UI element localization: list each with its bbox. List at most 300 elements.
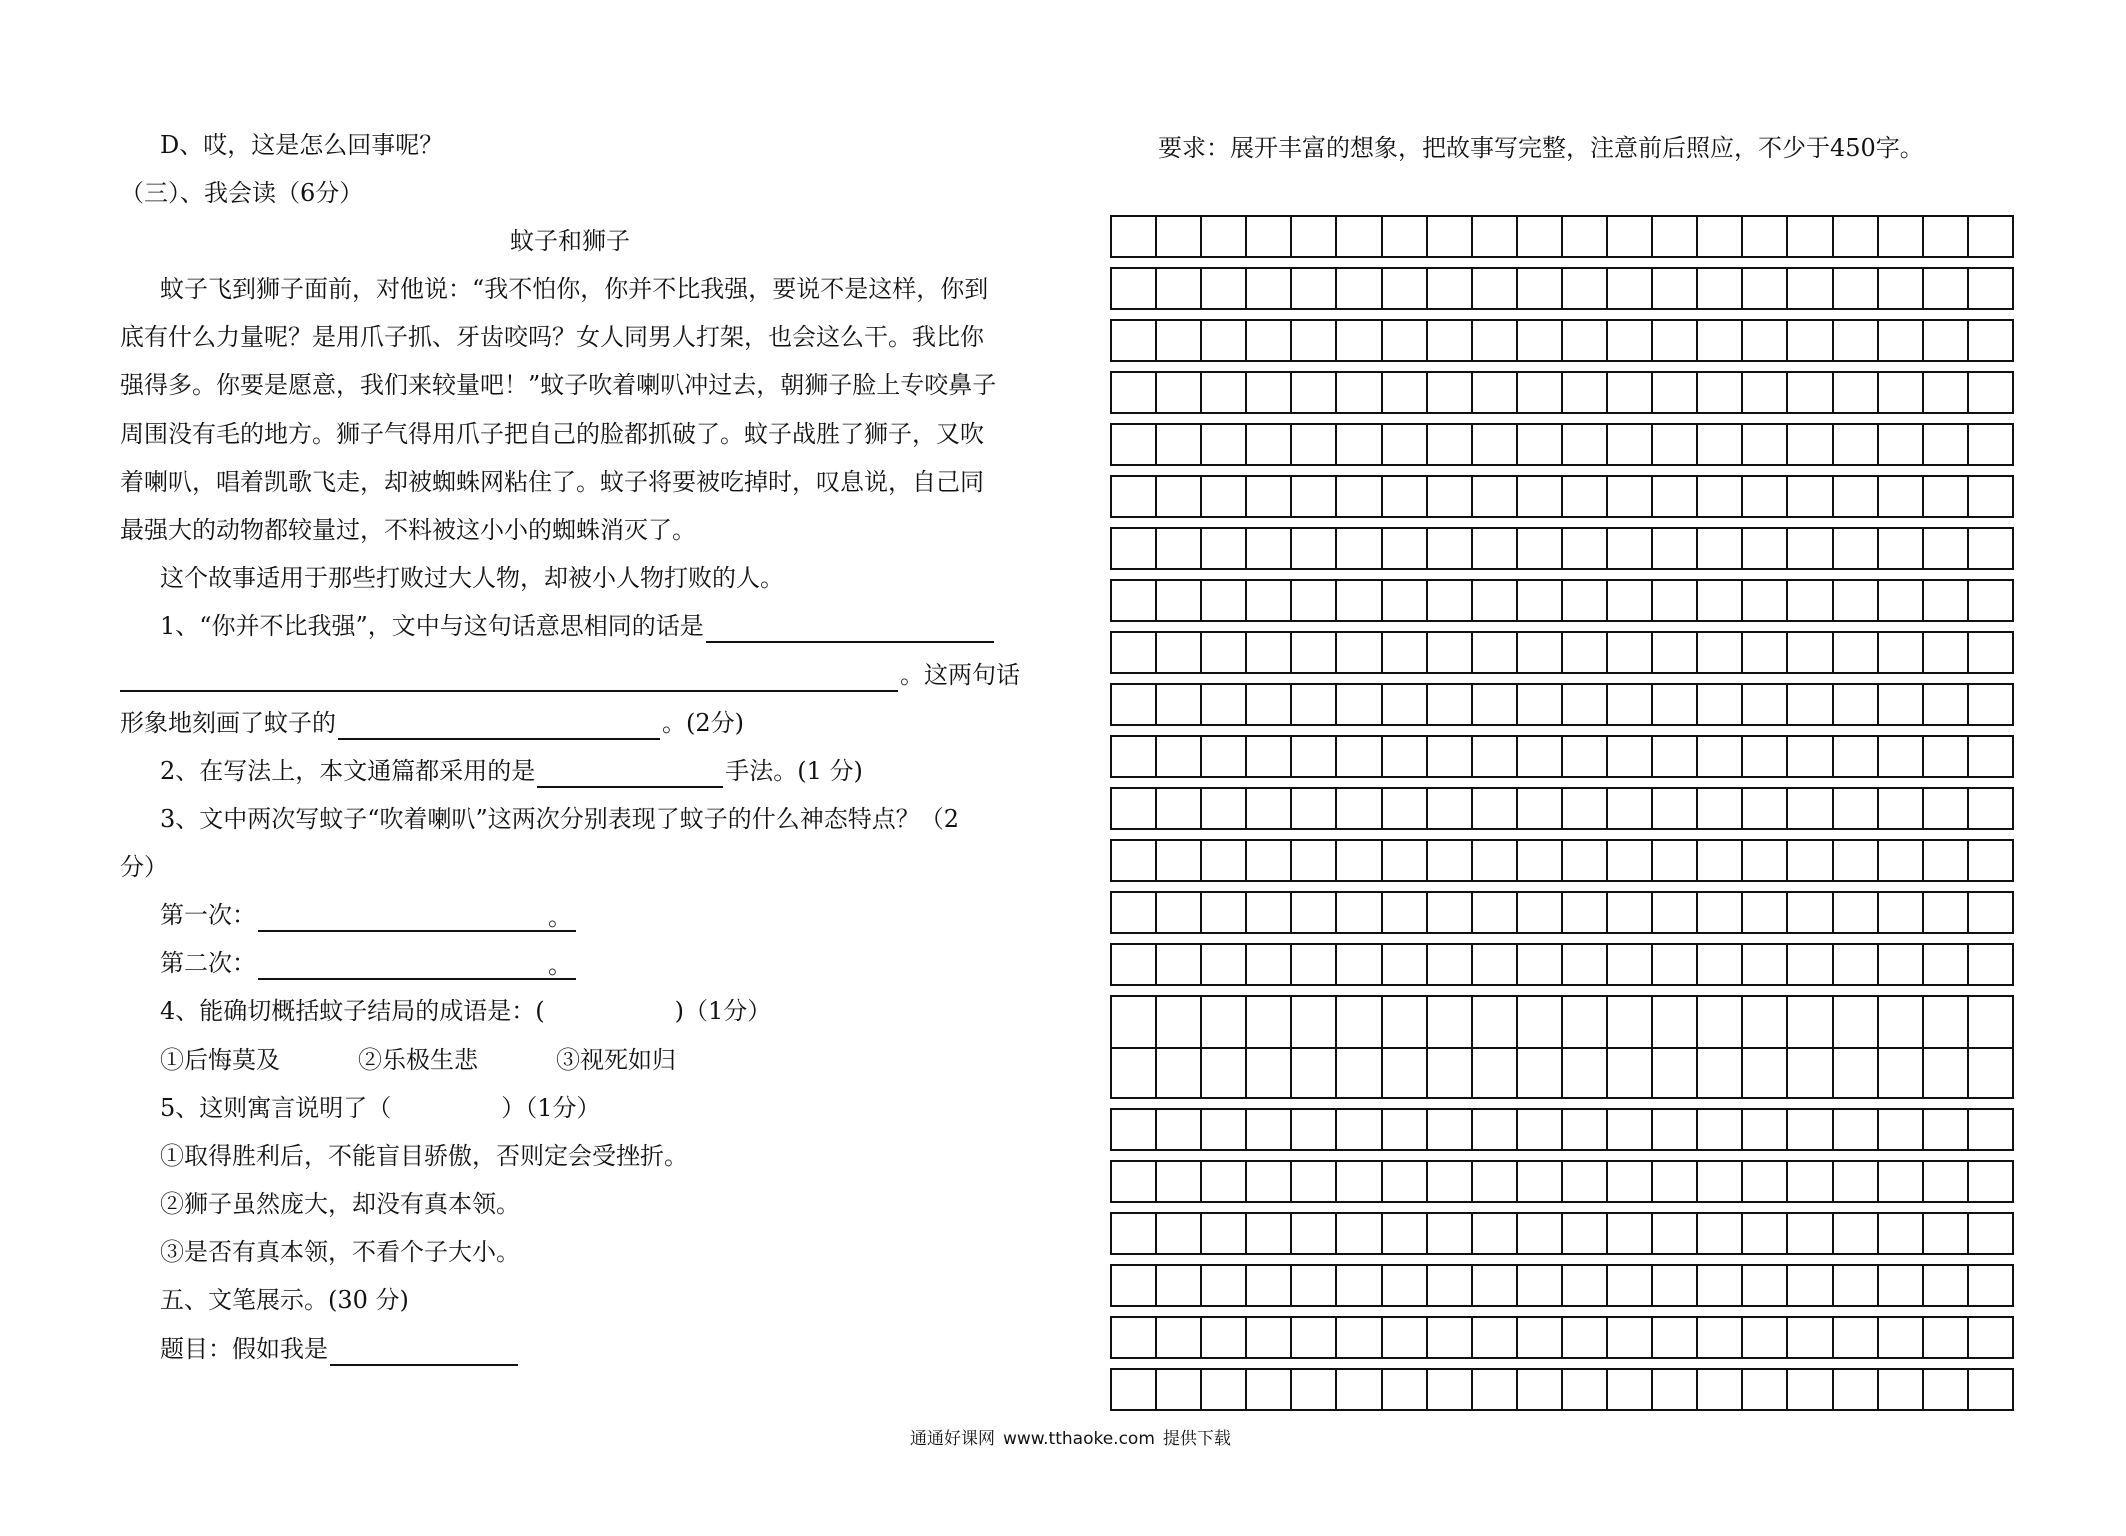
grid-cell[interactable] bbox=[1743, 1110, 1788, 1149]
grid-cell[interactable] bbox=[1563, 841, 1608, 880]
grid-cell[interactable] bbox=[1112, 633, 1157, 672]
grid-cell[interactable] bbox=[1653, 841, 1698, 880]
grid-cell[interactable] bbox=[1788, 529, 1833, 568]
grid-cell[interactable] bbox=[1924, 1214, 1969, 1253]
grid-cell[interactable] bbox=[1788, 373, 1833, 412]
grid-cell[interactable] bbox=[1383, 789, 1428, 828]
grid-cell[interactable] bbox=[1383, 581, 1428, 620]
grid-cell[interactable] bbox=[1608, 529, 1653, 568]
grid-cell[interactable] bbox=[1834, 685, 1879, 724]
grid-cell[interactable] bbox=[1202, 1370, 1247, 1409]
grid-cell[interactable] bbox=[1292, 945, 1337, 984]
answer-blank[interactable] bbox=[706, 615, 994, 643]
grid-cell[interactable] bbox=[1879, 373, 1924, 412]
grid-cell[interactable] bbox=[1879, 685, 1924, 724]
grid-cell[interactable] bbox=[1969, 321, 2014, 360]
grid-cell[interactable] bbox=[1383, 945, 1428, 984]
grid-cell[interactable] bbox=[1924, 997, 1969, 1097]
grid-cell[interactable] bbox=[1247, 581, 1292, 620]
grid-cell[interactable] bbox=[1879, 581, 1924, 620]
grid-cell[interactable] bbox=[1157, 997, 1202, 1097]
grid-cell[interactable] bbox=[1473, 321, 1518, 360]
grid-cell[interactable] bbox=[1112, 1162, 1157, 1201]
grid-cell[interactable] bbox=[1428, 789, 1473, 828]
grid-cell[interactable] bbox=[1563, 425, 1608, 464]
grid-cell[interactable] bbox=[1788, 633, 1833, 672]
grid-cell[interactable] bbox=[1112, 1370, 1157, 1409]
grid-cell[interactable] bbox=[1247, 529, 1292, 568]
grid-cell[interactable] bbox=[1969, 477, 2014, 516]
grid-cell[interactable] bbox=[1337, 893, 1382, 932]
grid-cell[interactable] bbox=[1879, 269, 1924, 308]
grid-cell[interactable] bbox=[1788, 477, 1833, 516]
grid-cell[interactable] bbox=[1202, 1266, 1247, 1305]
grid-cell[interactable] bbox=[1157, 269, 1202, 308]
grid-cell[interactable] bbox=[1608, 1318, 1653, 1357]
grid-cell[interactable] bbox=[1202, 1318, 1247, 1357]
grid-cell[interactable] bbox=[1518, 217, 1563, 256]
grid-cell[interactable] bbox=[1112, 425, 1157, 464]
grid-cell[interactable] bbox=[1924, 789, 1969, 828]
grid-cell[interactable] bbox=[1292, 893, 1337, 932]
grid-cell[interactable] bbox=[1969, 893, 2014, 932]
grid-cell[interactable] bbox=[1247, 477, 1292, 516]
grid-cell[interactable] bbox=[1743, 269, 1788, 308]
grid-cell[interactable] bbox=[1879, 997, 1924, 1097]
grid-cell[interactable] bbox=[1924, 1370, 1969, 1409]
grid-cell[interactable] bbox=[1924, 945, 1969, 984]
grid-cell[interactable] bbox=[1247, 1318, 1292, 1357]
grid-cell[interactable] bbox=[1383, 997, 1428, 1097]
grid-cell[interactable] bbox=[1698, 477, 1743, 516]
grid-cell[interactable] bbox=[1202, 841, 1247, 880]
grid-cell[interactable] bbox=[1337, 425, 1382, 464]
grid-cell[interactable] bbox=[1563, 945, 1608, 984]
grid-cell[interactable] bbox=[1518, 477, 1563, 516]
grid-cell[interactable] bbox=[1337, 841, 1382, 880]
grid-cell[interactable] bbox=[1743, 997, 1788, 1097]
grid-cell[interactable] bbox=[1653, 1266, 1698, 1305]
grid-cell[interactable] bbox=[1518, 789, 1563, 828]
grid-cell[interactable] bbox=[1653, 997, 1698, 1097]
grid-cell[interactable] bbox=[1292, 373, 1337, 412]
grid-cell[interactable] bbox=[1428, 373, 1473, 412]
grid-cell[interactable] bbox=[1563, 373, 1608, 412]
grid-cell[interactable] bbox=[1247, 1162, 1292, 1201]
grid-cell[interactable] bbox=[1653, 425, 1698, 464]
grid-cell[interactable] bbox=[1157, 737, 1202, 776]
grid-cell[interactable] bbox=[1473, 1266, 1518, 1305]
grid-cell[interactable] bbox=[1653, 1370, 1698, 1409]
grid-cell[interactable] bbox=[1698, 893, 1743, 932]
grid-cell[interactable] bbox=[1112, 997, 1157, 1097]
grid-cell[interactable] bbox=[1473, 425, 1518, 464]
grid-cell[interactable] bbox=[1157, 425, 1202, 464]
answer-blank[interactable] bbox=[258, 904, 576, 932]
grid-cell[interactable] bbox=[1247, 685, 1292, 724]
grid-cell[interactable] bbox=[1743, 1266, 1788, 1305]
grid-cell[interactable] bbox=[1834, 1162, 1879, 1201]
grid-cell[interactable] bbox=[1473, 997, 1518, 1097]
grid-cell[interactable] bbox=[1653, 1214, 1698, 1253]
grid-cell[interactable] bbox=[1157, 945, 1202, 984]
grid-cell[interactable] bbox=[1383, 1370, 1428, 1409]
grid-cell[interactable] bbox=[1202, 1110, 1247, 1149]
grid-cell[interactable] bbox=[1157, 1318, 1202, 1357]
grid-cell[interactable] bbox=[1473, 1162, 1518, 1201]
grid-cell[interactable] bbox=[1337, 1318, 1382, 1357]
grid-cell[interactable] bbox=[1473, 841, 1518, 880]
grid-cell[interactable] bbox=[1337, 321, 1382, 360]
grid-cell[interactable] bbox=[1337, 269, 1382, 308]
grid-cell[interactable] bbox=[1157, 529, 1202, 568]
grid-cell[interactable] bbox=[1292, 1318, 1337, 1357]
grid-cell[interactable] bbox=[1924, 685, 1969, 724]
grid-cell[interactable] bbox=[1834, 425, 1879, 464]
grid-cell[interactable] bbox=[1247, 269, 1292, 308]
grid-cell[interactable] bbox=[1608, 685, 1653, 724]
grid-cell[interactable] bbox=[1608, 425, 1653, 464]
grid-cell[interactable] bbox=[1698, 945, 1743, 984]
grid-cell[interactable] bbox=[1788, 269, 1833, 308]
grid-cell[interactable] bbox=[1292, 477, 1337, 516]
grid-cell[interactable] bbox=[1879, 1370, 1924, 1409]
grid-cell[interactable] bbox=[1473, 1370, 1518, 1409]
grid-cell[interactable] bbox=[1157, 1110, 1202, 1149]
grid-cell[interactable] bbox=[1563, 1110, 1608, 1149]
grid-cell[interactable] bbox=[1698, 425, 1743, 464]
grid-cell[interactable] bbox=[1563, 997, 1608, 1097]
grid-cell[interactable] bbox=[1879, 1162, 1924, 1201]
grid-cell[interactable] bbox=[1879, 217, 1924, 256]
grid-cell[interactable] bbox=[1428, 841, 1473, 880]
grid-cell[interactable] bbox=[1383, 529, 1428, 568]
grid-cell[interactable] bbox=[1518, 685, 1563, 724]
grid-cell[interactable] bbox=[1202, 529, 1247, 568]
grid-cell[interactable] bbox=[1924, 633, 1969, 672]
grid-cell[interactable] bbox=[1698, 581, 1743, 620]
grid-cell[interactable] bbox=[1473, 1110, 1518, 1149]
grid-cell[interactable] bbox=[1698, 217, 1743, 256]
grid-cell[interactable] bbox=[1518, 529, 1563, 568]
grid-cell[interactable] bbox=[1834, 945, 1879, 984]
grid-cell[interactable] bbox=[1653, 269, 1698, 308]
grid-cell[interactable] bbox=[1473, 373, 1518, 412]
grid-cell[interactable] bbox=[1202, 945, 1247, 984]
grid-cell[interactable] bbox=[1563, 477, 1608, 516]
grid-cell[interactable] bbox=[1428, 1318, 1473, 1357]
grid-cell[interactable] bbox=[1969, 1110, 2014, 1149]
grid-cell[interactable] bbox=[1473, 789, 1518, 828]
grid-cell[interactable] bbox=[1608, 1110, 1653, 1149]
grid-cell[interactable] bbox=[1337, 1370, 1382, 1409]
grid-cell[interactable] bbox=[1428, 529, 1473, 568]
answer-blank[interactable] bbox=[537, 760, 723, 788]
grid-cell[interactable] bbox=[1743, 685, 1788, 724]
grid-cell[interactable] bbox=[1924, 841, 1969, 880]
grid-cell[interactable] bbox=[1743, 633, 1788, 672]
grid-cell[interactable] bbox=[1834, 789, 1879, 828]
grid-cell[interactable] bbox=[1428, 581, 1473, 620]
grid-cell[interactable] bbox=[1157, 789, 1202, 828]
grid-cell[interactable] bbox=[1879, 633, 1924, 672]
grid-cell[interactable] bbox=[1247, 1266, 1292, 1305]
grid-cell[interactable] bbox=[1518, 945, 1563, 984]
grid-cell[interactable] bbox=[1383, 685, 1428, 724]
grid-cell[interactable] bbox=[1473, 737, 1518, 776]
grid-cell[interactable] bbox=[1788, 1214, 1833, 1253]
grid-cell[interactable] bbox=[1383, 425, 1428, 464]
grid-cell[interactable] bbox=[1292, 685, 1337, 724]
grid-cell[interactable] bbox=[1202, 997, 1247, 1097]
grid-cell[interactable] bbox=[1337, 685, 1382, 724]
grid-cell[interactable] bbox=[1743, 737, 1788, 776]
grid-cell[interactable] bbox=[1112, 1318, 1157, 1357]
grid-cell[interactable] bbox=[1924, 373, 1969, 412]
grid-cell[interactable] bbox=[1653, 685, 1698, 724]
grid-cell[interactable] bbox=[1608, 1214, 1653, 1253]
grid-cell[interactable] bbox=[1112, 529, 1157, 568]
grid-cell[interactable] bbox=[1247, 217, 1292, 256]
grid-cell[interactable] bbox=[1924, 425, 1969, 464]
grid-cell[interactable] bbox=[1112, 893, 1157, 932]
grid-cell[interactable] bbox=[1202, 425, 1247, 464]
grid-cell[interactable] bbox=[1698, 1214, 1743, 1253]
grid-cell[interactable] bbox=[1969, 373, 2014, 412]
grid-cell[interactable] bbox=[1428, 321, 1473, 360]
grid-cell[interactable] bbox=[1157, 477, 1202, 516]
grid-cell[interactable] bbox=[1608, 841, 1653, 880]
grid-cell[interactable] bbox=[1428, 685, 1473, 724]
grid-cell[interactable] bbox=[1337, 1162, 1382, 1201]
grid-cell[interactable] bbox=[1428, 1370, 1473, 1409]
grid-cell[interactable] bbox=[1202, 217, 1247, 256]
grid-cell[interactable] bbox=[1247, 997, 1292, 1097]
grid-cell[interactable] bbox=[1383, 893, 1428, 932]
grid-cell[interactable] bbox=[1112, 477, 1157, 516]
grid-cell[interactable] bbox=[1788, 893, 1833, 932]
grid-cell[interactable] bbox=[1608, 373, 1653, 412]
grid-cell[interactable] bbox=[1112, 269, 1157, 308]
grid-cell[interactable] bbox=[1292, 269, 1337, 308]
grid-cell[interactable] bbox=[1788, 217, 1833, 256]
grid-cell[interactable] bbox=[1743, 841, 1788, 880]
grid-cell[interactable] bbox=[1834, 373, 1879, 412]
grid-cell[interactable] bbox=[1337, 217, 1382, 256]
grid-cell[interactable] bbox=[1924, 1266, 1969, 1305]
grid-cell[interactable] bbox=[1834, 581, 1879, 620]
grid-cell[interactable] bbox=[1383, 269, 1428, 308]
grid-cell[interactable] bbox=[1292, 1266, 1337, 1305]
grid-cell[interactable] bbox=[1157, 685, 1202, 724]
grid-cell[interactable] bbox=[1698, 269, 1743, 308]
grid-cell[interactable] bbox=[1698, 997, 1743, 1097]
grid-cell[interactable] bbox=[1473, 633, 1518, 672]
grid-cell[interactable] bbox=[1247, 841, 1292, 880]
grid-cell[interactable] bbox=[1292, 581, 1337, 620]
answer-blank[interactable] bbox=[338, 712, 660, 740]
grid-cell[interactable] bbox=[1383, 633, 1428, 672]
grid-cell[interactable] bbox=[1202, 633, 1247, 672]
grid-cell[interactable] bbox=[1428, 893, 1473, 932]
grid-cell[interactable] bbox=[1788, 997, 1833, 1097]
grid-cell[interactable] bbox=[1924, 217, 1969, 256]
grid-cell[interactable] bbox=[1653, 945, 1698, 984]
grid-cell[interactable] bbox=[1112, 1110, 1157, 1149]
grid-cell[interactable] bbox=[1563, 737, 1608, 776]
grid-cell[interactable] bbox=[1608, 737, 1653, 776]
grid-cell[interactable] bbox=[1698, 737, 1743, 776]
grid-cell[interactable] bbox=[1653, 633, 1698, 672]
grid-cell[interactable] bbox=[1788, 1370, 1833, 1409]
grid-cell[interactable] bbox=[1247, 945, 1292, 984]
grid-cell[interactable] bbox=[1743, 893, 1788, 932]
grid-cell[interactable] bbox=[1879, 321, 1924, 360]
grid-cell[interactable] bbox=[1518, 269, 1563, 308]
grid-cell[interactable] bbox=[1698, 529, 1743, 568]
grid-cell[interactable] bbox=[1879, 789, 1924, 828]
answer-blank[interactable] bbox=[120, 664, 898, 692]
grid-cell[interactable] bbox=[1383, 1162, 1428, 1201]
grid-cell[interactable] bbox=[1743, 1318, 1788, 1357]
grid-cell[interactable] bbox=[1608, 1162, 1653, 1201]
grid-cell[interactable] bbox=[1112, 945, 1157, 984]
grid-cell[interactable] bbox=[1879, 945, 1924, 984]
grid-cell[interactable] bbox=[1518, 425, 1563, 464]
grid-cell[interactable] bbox=[1383, 1318, 1428, 1357]
grid-cell[interactable] bbox=[1563, 633, 1608, 672]
grid-cell[interactable] bbox=[1383, 841, 1428, 880]
grid-cell[interactable] bbox=[1202, 321, 1247, 360]
grid-cell[interactable] bbox=[1428, 217, 1473, 256]
grid-cell[interactable] bbox=[1969, 633, 2014, 672]
grid-cell[interactable] bbox=[1563, 1266, 1608, 1305]
grid-cell[interactable] bbox=[1608, 217, 1653, 256]
grid-cell[interactable] bbox=[1698, 373, 1743, 412]
grid-cell[interactable] bbox=[1112, 841, 1157, 880]
grid-cell[interactable] bbox=[1924, 477, 1969, 516]
grid-cell[interactable] bbox=[1879, 425, 1924, 464]
grid-cell[interactable] bbox=[1518, 997, 1563, 1097]
grid-cell[interactable] bbox=[1969, 425, 2014, 464]
grid-cell[interactable] bbox=[1292, 217, 1337, 256]
grid-cell[interactable] bbox=[1608, 321, 1653, 360]
grid-cell[interactable] bbox=[1924, 893, 1969, 932]
grid-cell[interactable] bbox=[1202, 737, 1247, 776]
grid-cell[interactable] bbox=[1608, 997, 1653, 1097]
grid-cell[interactable] bbox=[1518, 737, 1563, 776]
grid-cell[interactable] bbox=[1834, 633, 1879, 672]
grid-cell[interactable] bbox=[1924, 321, 1969, 360]
grid-cell[interactable] bbox=[1743, 789, 1788, 828]
grid-cell[interactable] bbox=[1337, 1266, 1382, 1305]
grid-cell[interactable] bbox=[1383, 373, 1428, 412]
grid-cell[interactable] bbox=[1337, 633, 1382, 672]
grid-cell[interactable] bbox=[1834, 1214, 1879, 1253]
grid-cell[interactable] bbox=[1473, 529, 1518, 568]
grid-cell[interactable] bbox=[1834, 737, 1879, 776]
grid-cell[interactable] bbox=[1428, 737, 1473, 776]
grid-cell[interactable] bbox=[1924, 737, 1969, 776]
grid-cell[interactable] bbox=[1879, 1110, 1924, 1149]
grid-cell[interactable] bbox=[1653, 1162, 1698, 1201]
grid-cell[interactable] bbox=[1473, 581, 1518, 620]
grid-cell[interactable] bbox=[1563, 581, 1608, 620]
grid-cell[interactable] bbox=[1518, 1318, 1563, 1357]
grid-cell[interactable] bbox=[1473, 685, 1518, 724]
grid-cell[interactable] bbox=[1879, 737, 1924, 776]
grid-cell[interactable] bbox=[1788, 1162, 1833, 1201]
grid-cell[interactable] bbox=[1653, 1110, 1698, 1149]
grid-cell[interactable] bbox=[1428, 269, 1473, 308]
grid-cell[interactable] bbox=[1653, 581, 1698, 620]
grid-cell[interactable] bbox=[1157, 893, 1202, 932]
grid-cell[interactable] bbox=[1743, 1162, 1788, 1201]
grid-cell[interactable] bbox=[1653, 477, 1698, 516]
grid-cell[interactable] bbox=[1834, 893, 1879, 932]
grid-cell[interactable] bbox=[1247, 737, 1292, 776]
grid-cell[interactable] bbox=[1383, 1214, 1428, 1253]
grid-cell[interactable] bbox=[1518, 1110, 1563, 1149]
grid-cell[interactable] bbox=[1202, 789, 1247, 828]
grid-cell[interactable] bbox=[1112, 1214, 1157, 1253]
grid-cell[interactable] bbox=[1112, 581, 1157, 620]
grid-cell[interactable] bbox=[1247, 1110, 1292, 1149]
grid-cell[interactable] bbox=[1337, 997, 1382, 1097]
grid-cell[interactable] bbox=[1202, 477, 1247, 516]
answer-blank[interactable] bbox=[330, 1338, 518, 1366]
grid-cell[interactable] bbox=[1337, 789, 1382, 828]
grid-cell[interactable] bbox=[1834, 477, 1879, 516]
grid-cell[interactable] bbox=[1743, 373, 1788, 412]
grid-cell[interactable] bbox=[1788, 1318, 1833, 1357]
grid-cell[interactable] bbox=[1788, 1110, 1833, 1149]
grid-cell[interactable] bbox=[1608, 789, 1653, 828]
grid-cell[interactable] bbox=[1383, 1110, 1428, 1149]
grid-cell[interactable] bbox=[1292, 633, 1337, 672]
grid-cell[interactable] bbox=[1563, 1214, 1608, 1253]
grid-cell[interactable] bbox=[1698, 1318, 1743, 1357]
grid-cell[interactable] bbox=[1743, 217, 1788, 256]
grid-cell[interactable] bbox=[1292, 425, 1337, 464]
grid-cell[interactable] bbox=[1383, 321, 1428, 360]
grid-cell[interactable] bbox=[1788, 581, 1833, 620]
grid-cell[interactable] bbox=[1563, 893, 1608, 932]
grid-cell[interactable] bbox=[1969, 581, 2014, 620]
grid-cell[interactable] bbox=[1292, 737, 1337, 776]
grid-cell[interactable] bbox=[1518, 841, 1563, 880]
grid-cell[interactable] bbox=[1202, 269, 1247, 308]
grid-cell[interactable] bbox=[1518, 1214, 1563, 1253]
grid-cell[interactable] bbox=[1653, 1318, 1698, 1357]
grid-cell[interactable] bbox=[1969, 789, 2014, 828]
grid-cell[interactable] bbox=[1337, 477, 1382, 516]
grid-cell[interactable] bbox=[1698, 789, 1743, 828]
grid-cell[interactable] bbox=[1834, 1318, 1879, 1357]
grid-cell[interactable] bbox=[1292, 841, 1337, 880]
grid-cell[interactable] bbox=[1698, 685, 1743, 724]
grid-cell[interactable] bbox=[1608, 269, 1653, 308]
grid-cell[interactable] bbox=[1112, 373, 1157, 412]
grid-cell[interactable] bbox=[1157, 841, 1202, 880]
grid-cell[interactable] bbox=[1698, 1110, 1743, 1149]
grid-cell[interactable] bbox=[1698, 321, 1743, 360]
grid-cell[interactable] bbox=[1202, 1162, 1247, 1201]
grid-cell[interactable] bbox=[1834, 529, 1879, 568]
grid-cell[interactable] bbox=[1788, 425, 1833, 464]
grid-cell[interactable] bbox=[1428, 1110, 1473, 1149]
grid-cell[interactable] bbox=[1473, 945, 1518, 984]
